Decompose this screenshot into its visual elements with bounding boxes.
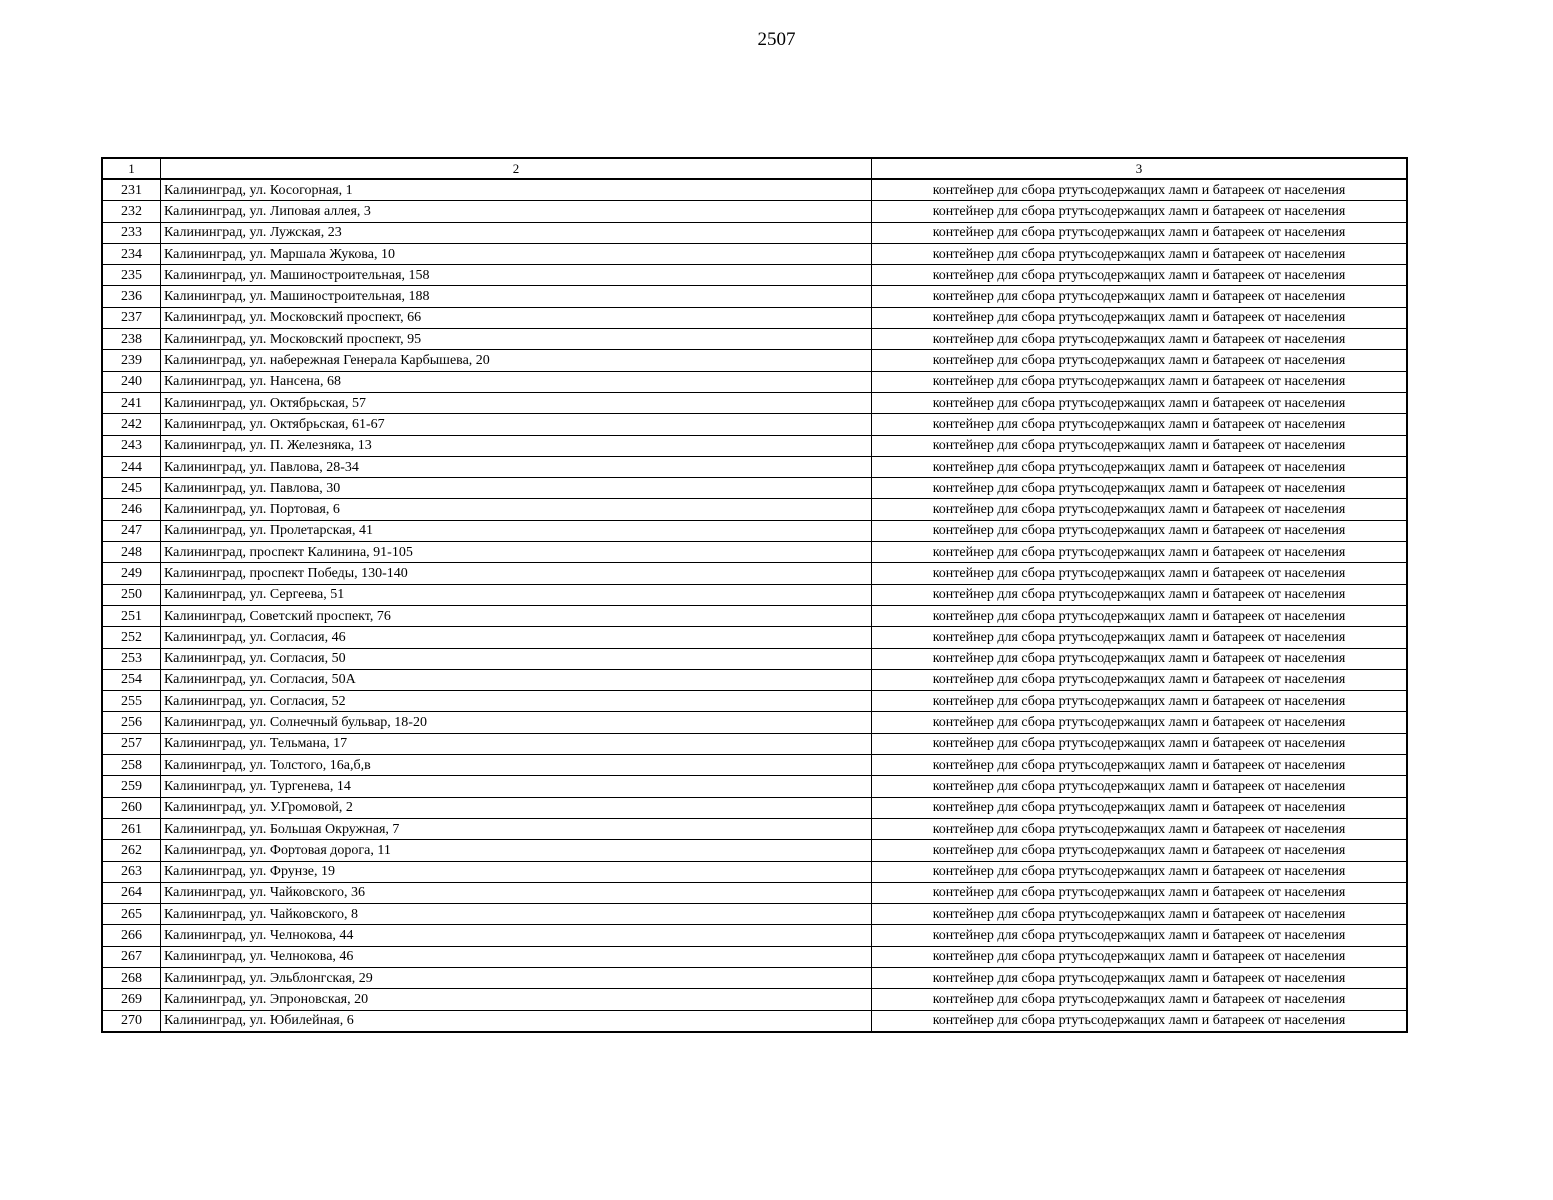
row-number-cell: 239 [103,350,161,371]
row-description-cell: контейнер для сбора ртутьсодержащих ламп и батареек от населения [872,669,1407,690]
row-address-cell: Калининград, ул. Большая Окружная, 7 [161,818,872,839]
row-number-cell: 233 [103,222,161,243]
table-body [103,159,1407,1032]
row-address-cell: Калининград, Советский проспект, 76 [161,605,872,626]
row-address-cell: Калининград, ул. У.Громовой, 2 [161,797,872,818]
table-row [103,797,1407,818]
table-row [103,627,1407,648]
row-description-cell: контейнер для сбора ртутьсодержащих ламп и батареек от населения [872,243,1407,264]
row-description-cell: контейнер для сбора ртутьсодержащих ламп и батареек от населения [872,776,1407,797]
row-address-cell: Калининград, ул. Солнечный бульвар, 18-20 [161,712,872,733]
row-address-cell: Калининград, ул. Московский проспект, 95 [161,329,872,350]
row-number-cell: 231 [103,179,161,201]
row-number-cell: 248 [103,542,161,563]
row-description-cell: контейнер для сбора ртутьсодержащих ламп и батареек от населения [872,392,1407,413]
row-number-cell: 235 [103,265,161,286]
row-number-cell: 256 [103,712,161,733]
row-description-cell: контейнер для сбора ртутьсодержащих ламп и батареек от населения [872,818,1407,839]
table-row [103,818,1407,839]
row-address-cell: Калининград, ул. Согласия, 50А [161,669,872,690]
row-number-cell: 259 [103,776,161,797]
row-description-cell: контейнер для сбора ртутьсодержащих ламп и батареек от населения [872,1010,1407,1031]
row-number-cell: 253 [103,648,161,669]
row-number-cell: 257 [103,733,161,754]
table-row [103,776,1407,797]
row-description-cell: контейнер для сбора ртутьсодержащих ламп и батареек от населения [872,329,1407,350]
table-row [103,840,1407,861]
row-address-cell: Калининград, проспект Победы, 130-140 [161,563,872,584]
row-description-cell: контейнер для сбора ртутьсодержащих ламп и батареек от населения [872,648,1407,669]
table-row [103,371,1407,392]
row-description-cell: контейнер для сбора ртутьсодержащих ламп и батареек от населения [872,307,1407,328]
row-description-cell: контейнер для сбора ртутьсодержащих ламп и батареек от населения [872,478,1407,499]
row-address-cell: Калининград, ул. Фрунзе, 19 [161,861,872,882]
row-number-cell: 267 [103,946,161,967]
row-address-cell: Калининград, ул. Нансена, 68 [161,371,872,392]
row-description-cell: контейнер для сбора ртутьсодержащих ламп и батареек от населения [872,840,1407,861]
table-row [103,286,1407,307]
row-address-cell: Калининград, ул. Юбилейная, 6 [161,1010,872,1031]
row-number-cell: 264 [103,882,161,903]
row-description-cell: контейнер для сбора ртутьсодержащих ламп и батареек от населения [872,904,1407,925]
row-description-cell: контейнер для сбора ртутьсодержащих ламп и батареек от населения [872,499,1407,520]
table-row [103,882,1407,903]
table-row [103,925,1407,946]
row-number-cell: 240 [103,371,161,392]
row-number-cell: 237 [103,307,161,328]
row-description-cell: контейнер для сбора ртутьсодержащих ламп и батареек от населения [872,414,1407,435]
row-number-cell: 270 [103,1010,161,1031]
row-address-cell: Калининград, ул. Косогорная, 1 [161,179,872,201]
table-row [103,499,1407,520]
row-number-cell: 250 [103,584,161,605]
row-address-cell: Калининград, ул. Челнокова, 44 [161,925,872,946]
row-address-cell: Калининград, ул. набережная Генерала Карбышева, 20 [161,350,872,371]
row-description-cell: контейнер для сбора ртутьсодержащих ламп и батареек от населения [872,435,1407,456]
row-description-cell: контейнер для сбора ртутьсодержащих ламп и батареек от населения [872,286,1407,307]
row-number-cell: 247 [103,520,161,541]
row-description-cell: контейнер для сбора ртутьсодержащих ламп и батареек от населения [872,946,1407,967]
row-number-cell: 238 [103,329,161,350]
row-number-cell: 255 [103,691,161,712]
row-description-cell: контейнер для сбора ртутьсодержащих ламп и батареек от населения [872,797,1407,818]
table-row [103,542,1407,563]
row-address-cell: Калининград, ул. Октябрьская, 61-67 [161,414,872,435]
table-header-row [103,159,1407,180]
row-address-cell: Калининград, ул. Октябрьская, 57 [161,392,872,413]
row-number-cell: 249 [103,563,161,584]
row-number-cell: 251 [103,605,161,626]
row-number-cell: 242 [103,414,161,435]
row-number-cell: 263 [103,861,161,882]
row-description-cell: контейнер для сбора ртутьсодержащих ламп и батареек от населения [872,350,1407,371]
row-address-cell: Калининград, ул. Павлова, 30 [161,478,872,499]
table-row [103,414,1407,435]
table-row [103,691,1407,712]
row-description-cell: контейнер для сбора ртутьсодержащих ламп и батареек от населения [872,265,1407,286]
row-address-cell: Калининград, проспект Калинина, 91-105 [161,542,872,563]
table-row [103,350,1407,371]
row-description-cell: контейнер для сбора ртутьсодержащих ламп и батареек от населения [872,755,1407,776]
table-row [103,329,1407,350]
row-address-cell: Калининград, ул. Челнокова, 46 [161,946,872,967]
row-number-cell: 258 [103,755,161,776]
table-row [103,179,1407,201]
row-number-cell: 262 [103,840,161,861]
row-address-cell: Калининград, ул. Пролетарская, 41 [161,520,872,541]
header-col-1: 1 [103,159,161,180]
header-col-3: 3 [872,159,1407,180]
table-row [103,435,1407,456]
row-address-cell: Калининград, ул. Эпроновская, 20 [161,989,872,1010]
row-description-cell: контейнер для сбора ртутьсодержащих ламп и батареек от населения [872,179,1407,201]
row-description-cell: контейнер для сбора ртутьсодержащих ламп и батареек от населения [872,456,1407,477]
row-address-cell: Калининград, ул. Машиностроительная, 188 [161,286,872,307]
row-number-cell: 254 [103,669,161,690]
table-row [103,967,1407,988]
row-number-cell: 252 [103,627,161,648]
row-number-cell: 260 [103,797,161,818]
row-address-cell: Калининград, ул. Лужская, 23 [161,222,872,243]
row-number-cell: 232 [103,201,161,222]
row-description-cell: контейнер для сбора ртутьсодержащих ламп и батареек от населения [872,201,1407,222]
table-row [103,222,1407,243]
row-description-cell: контейнер для сбора ртутьсодержащих ламп и батареек от населения [872,520,1407,541]
table-row [103,392,1407,413]
row-number-cell: 265 [103,904,161,925]
table-row [103,669,1407,690]
row-description-cell: контейнер для сбора ртутьсодержащих ламп и батареек от населения [872,733,1407,754]
row-address-cell: Калининград, ул. Согласия, 52 [161,691,872,712]
row-address-cell: Калининград, ул. Чайковского, 36 [161,882,872,903]
table-row [103,712,1407,733]
row-number-cell: 236 [103,286,161,307]
table-row [103,861,1407,882]
row-address-cell: Калининград, ул. Эльблонгская, 29 [161,967,872,988]
row-address-cell: Калининград, ул. Липовая аллея, 3 [161,201,872,222]
row-description-cell: контейнер для сбора ртутьсодержащих ламп и батареек от населения [872,371,1407,392]
row-number-cell: 234 [103,243,161,264]
row-description-cell: контейнер для сбора ртутьсодержащих ламп и батареек от населения [872,712,1407,733]
table-row [103,307,1407,328]
table-row [103,201,1407,222]
table-row [103,755,1407,776]
row-address-cell: Калининград, ул. Тельмана, 17 [161,733,872,754]
table-row [103,563,1407,584]
row-number-cell: 246 [103,499,161,520]
header-col-2: 2 [161,159,872,180]
row-address-cell: Калининград, ул. Сергеева, 51 [161,584,872,605]
table-row [103,946,1407,967]
row-description-cell: контейнер для сбора ртутьсодержащих ламп и батареек от населения [872,967,1407,988]
row-description-cell: контейнер для сбора ртутьсодержащих ламп и батареек от населения [872,222,1407,243]
table-row [103,243,1407,264]
row-address-cell: Калининград, ул. Тургенева, 14 [161,776,872,797]
row-address-cell: Калининград, ул. Фортовая дорога, 11 [161,840,872,861]
table-row [103,989,1407,1010]
row-description-cell: контейнер для сбора ртутьсодержащих ламп и батареек от населения [872,584,1407,605]
row-description-cell: контейнер для сбора ртутьсодержащих ламп и батареек от населения [872,627,1407,648]
table-row [103,904,1407,925]
table-row [103,648,1407,669]
row-address-cell: Калининград, ул. Толстого, 16а,б,в [161,755,872,776]
row-description-cell: контейнер для сбора ртутьсодержащих ламп и батареек от населения [872,882,1407,903]
row-address-cell: Калининград, ул. Портовая, 6 [161,499,872,520]
row-address-cell: Калининград, ул. Московский проспект, 66 [161,307,872,328]
row-address-cell: Калининград, ул. Согласия, 46 [161,627,872,648]
row-description-cell: контейнер для сбора ртутьсодержащих ламп и батареек от населения [872,542,1407,563]
row-number-cell: 244 [103,456,161,477]
table-row [103,605,1407,626]
collection-points-table [102,158,1407,1032]
row-number-cell: 261 [103,818,161,839]
row-number-cell: 269 [103,989,161,1010]
row-description-cell: контейнер для сбора ртутьсодержащих ламп и батареек от населения [872,605,1407,626]
row-address-cell: Калининград, ул. Павлова, 28-34 [161,456,872,477]
row-description-cell: контейнер для сбора ртутьсодержащих ламп и батареек от населения [872,925,1407,946]
row-description-cell: контейнер для сбора ртутьсодержащих ламп и батареек от населения [872,563,1407,584]
row-address-cell: Калининград, ул. Чайковского, 8 [161,904,872,925]
table-row [103,733,1407,754]
table-row [103,265,1407,286]
row-number-cell: 243 [103,435,161,456]
row-number-cell: 266 [103,925,161,946]
table-row [103,456,1407,477]
row-address-cell: Калининград, ул. П. Железняка, 13 [161,435,872,456]
table-row [103,584,1407,605]
row-description-cell: контейнер для сбора ртутьсодержащих ламп и батареек от населения [872,861,1407,882]
table-row [103,1010,1407,1031]
row-address-cell: Калининград, ул. Маршала Жукова, 10 [161,243,872,264]
row-address-cell: Калининград, ул. Машиностроительная, 158 [161,265,872,286]
row-number-cell: 268 [103,967,161,988]
row-address-cell: Калининград, ул. Согласия, 50 [161,648,872,669]
page-number: 2507 [757,29,796,50]
row-description-cell: контейнер для сбора ртутьсодержащих ламп и батареек от населения [872,691,1407,712]
row-description-cell: контейнер для сбора ртутьсодержащих ламп и батареек от населения [872,989,1407,1010]
table-row [103,478,1407,499]
row-number-cell: 245 [103,478,161,499]
row-number-cell: 241 [103,392,161,413]
table-row [103,520,1407,541]
